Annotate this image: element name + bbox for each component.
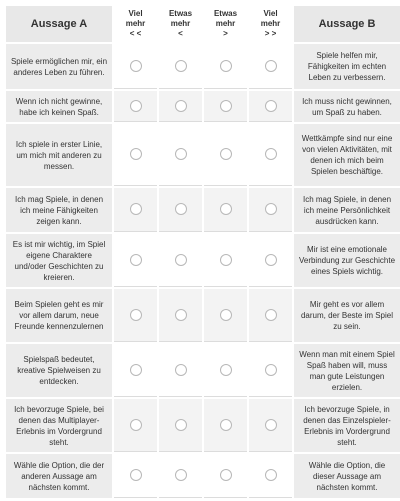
question-row: [6, 91, 400, 122]
semantic-differential-matrix: [4, 4, 400, 500]
option-label-line1: Viel: [263, 9, 278, 18]
question-row: [6, 454, 400, 498]
radio-option-3[interactable]: [220, 203, 232, 215]
question-row: [6, 44, 400, 89]
statement-b: Ich bevorzuge Spiele, in denen das Einzelspieler-Erlebnis im Vordergrund steht.: [294, 399, 400, 452]
radio-option-3[interactable]: [220, 100, 232, 112]
statement-b: Wenn man mit einem Spiel Spaß haben will, muss man gute Leistungen erzielen.: [294, 344, 400, 397]
survey-container: [4, 4, 396, 497]
header-row: [6, 6, 400, 42]
statement-a: Wenn ich nicht gewinne, habe ich keinen Spaß.: [6, 91, 112, 122]
radio-option-3[interactable]: [220, 309, 232, 321]
radio-option-2[interactable]: [175, 254, 187, 266]
statement-a: Ich mag Spiele, in denen ich meine Fähigkeiten zeigen kann.: [6, 188, 112, 232]
option-label-line2: mehr: [215, 19, 236, 28]
statement-a: Wähle die Option, die der anderen Aussage am nächsten kommt.: [6, 454, 112, 498]
question-row: [6, 124, 400, 186]
radio-option-4[interactable]: [265, 254, 277, 266]
option-symbol: >: [223, 29, 228, 38]
statement-a: Spielspaß bedeutet, kreative Spielweisen zu entdecken.: [6, 344, 112, 397]
radio-option-2[interactable]: [175, 203, 187, 215]
option-label-line2: mehr: [260, 19, 281, 28]
radio-option-3[interactable]: [220, 254, 232, 266]
question-row: [6, 289, 400, 342]
radio-option-3[interactable]: [220, 364, 232, 376]
radio-option-2[interactable]: [175, 309, 187, 321]
header-option-2: [159, 6, 202, 42]
statement-b: Wähle die Option, die dieser Aussage am nächsten kommt.: [294, 454, 400, 498]
radio-option-1[interactable]: [130, 469, 142, 481]
option-label-line1: Etwas: [213, 9, 238, 18]
radio-option-1[interactable]: [130, 309, 142, 321]
statement-b: Mir geht es vor allem darum, der Beste im Spiel zu sein.: [294, 289, 400, 342]
statement-b: Spiele helfen mir, Fähigkeiten im echten Leben zu verbessern.: [294, 44, 400, 89]
question-row: [6, 188, 400, 232]
radio-option-4[interactable]: [265, 203, 277, 215]
radio-option-3[interactable]: [220, 148, 232, 160]
radio-option-4[interactable]: [265, 60, 277, 72]
header-option-4: [249, 6, 292, 42]
radio-option-3[interactable]: [220, 419, 232, 431]
radio-option-3[interactable]: [220, 469, 232, 481]
radio-option-2[interactable]: [175, 60, 187, 72]
radio-option-1[interactable]: [130, 148, 142, 160]
option-label-line2: mehr: [125, 19, 146, 28]
statement-a: Ich spiele in erster Linie, um mich mit anderen zu messen.: [6, 124, 112, 186]
radio-option-2[interactable]: [175, 469, 187, 481]
radio-option-1[interactable]: [130, 254, 142, 266]
statement-a: Beim Spielen geht es mir vor allem darum, neue Freunde kennenzulernen: [6, 289, 112, 342]
header-statement-b: Aussage B: [294, 6, 400, 42]
question-row: [6, 234, 400, 287]
option-label-line1: Etwas: [168, 9, 193, 18]
radio-option-2[interactable]: [175, 364, 187, 376]
radio-option-2[interactable]: [175, 100, 187, 112]
option-symbol: <: [178, 29, 183, 38]
radio-option-1[interactable]: [130, 100, 142, 112]
statement-a: Spiele ermöglichen mir, ein anderes Leben zu führen.: [6, 44, 112, 89]
question-row: [6, 399, 400, 452]
radio-option-1[interactable]: [130, 419, 142, 431]
radio-option-4[interactable]: [265, 148, 277, 160]
statement-a: Ich bevorzuge Spiele, bei denen das Multiplayer-Erlebnis im Vordergrund steht.: [6, 399, 112, 452]
statement-b: Ich mag Spiele, in denen ich meine Persönlichkeit ausdrücken kann.: [294, 188, 400, 232]
radio-option-4[interactable]: [265, 309, 277, 321]
radio-option-4[interactable]: [265, 469, 277, 481]
statement-b: Ich muss nicht gewinnen, um Spaß zu haben.: [294, 91, 400, 122]
statement-b: Wettkämpfe sind nur eine von vielen Aktivitäten, mit denen ich mich beim Spielen beschäftige.: [294, 124, 400, 186]
option-label-line1: Viel: [128, 9, 143, 18]
option-symbol: < <: [129, 29, 142, 38]
header-option-1: [114, 6, 157, 42]
radio-option-2[interactable]: [175, 148, 187, 160]
radio-option-1[interactable]: [130, 60, 142, 72]
statement-b: Mir ist eine emotionale Verbindung zur Geschichte eines Spiels wichtig.: [294, 234, 400, 287]
statement-a: Es ist mir wichtig, im Spiel eigene Charaktere und/oder Geschichten zu kreieren.: [6, 234, 112, 287]
question-row: [6, 344, 400, 397]
header-option-3: [204, 6, 247, 42]
radio-option-4[interactable]: [265, 100, 277, 112]
radio-option-1[interactable]: [130, 203, 142, 215]
radio-option-4[interactable]: [265, 364, 277, 376]
option-symbol: > >: [264, 29, 277, 38]
option-label-line2: mehr: [170, 19, 191, 28]
radio-option-1[interactable]: [130, 364, 142, 376]
radio-option-2[interactable]: [175, 419, 187, 431]
header-statement-a: Aussage A: [6, 6, 112, 42]
radio-option-3[interactable]: [220, 60, 232, 72]
radio-option-4[interactable]: [265, 419, 277, 431]
